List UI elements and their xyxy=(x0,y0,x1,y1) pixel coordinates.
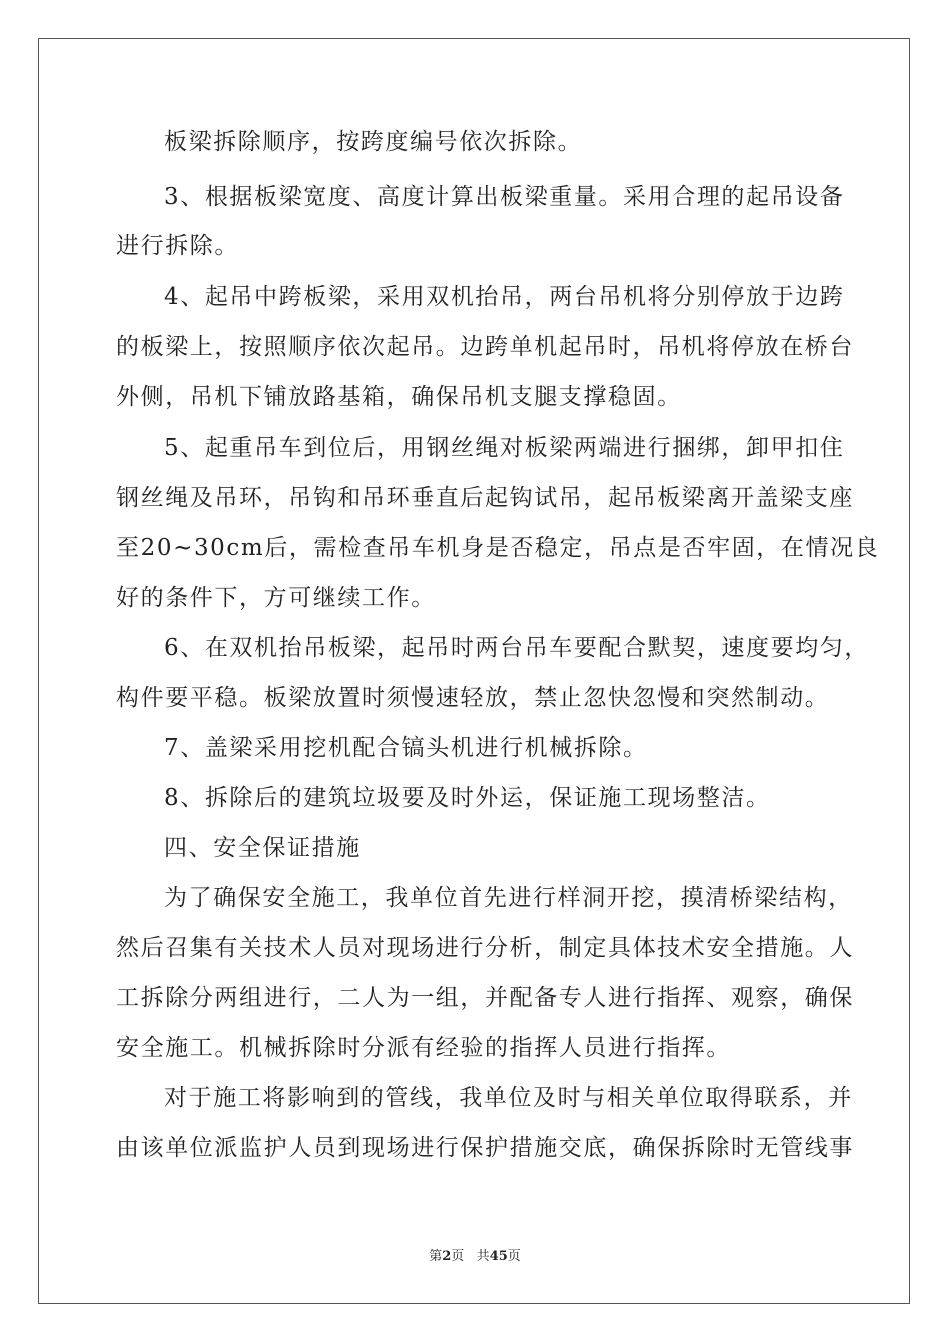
total-suffix: 页 xyxy=(507,1249,521,1264)
text-line: 然后召集有关技术人员对现场进行分析，制定具体技术安全措施。人 xyxy=(116,935,854,961)
page-prefix: 第 xyxy=(429,1249,443,1264)
text-line: 由该单位派监护人员到现场进行保护措施交底，确保拆除时无管线事 xyxy=(116,1135,854,1161)
text-line: 对于施工将影响到的管线，我单位及时与相关单位取得联系，并 xyxy=(164,1085,853,1111)
page-number: 2 xyxy=(442,1249,452,1264)
total-prefix: 共 xyxy=(476,1249,490,1264)
text-line: 安全施工。机械拆除时分派有经验的指挥人员进行指挥。 xyxy=(116,1035,731,1061)
total-pages: 45 xyxy=(489,1249,508,1264)
text-line: 钢丝绳及吊环，吊钩和吊环垂直后起钩试吊，起吊板梁离开盖梁支座 xyxy=(116,485,854,511)
text-line: 3、根据板梁宽度、高度计算出板梁重量。采用合理的起吊设备 xyxy=(164,184,845,210)
text-line: 为了确保安全施工，我单位首先进行样洞开挖，摸清桥梁结构， xyxy=(164,885,853,911)
text-line: 5、起重吊车到位后，用钢丝绳对板梁两端进行捆绑，卸甲扣住 xyxy=(164,435,845,461)
text-line: 7、盖梁采用挖机配合镐头机进行机械拆除。 xyxy=(164,735,648,761)
text-line: 板梁拆除顺序，按跨度编号依次拆除。 xyxy=(164,129,583,155)
text-line: 8、拆除后的建筑垃圾要及时外运，保证施工现场整洁。 xyxy=(164,785,771,811)
text-line: 至20~30cm后，需检查吊车机身是否稳定，吊点是否牢固，在情况良 xyxy=(116,535,880,561)
text-line: 外侧，吊机下铺放路基箱，确保吊机支腿支撑稳固。 xyxy=(116,384,682,410)
text-line: 工拆除分两组进行，二人为一组，并配备专人进行指挥、观察，确保 xyxy=(116,985,854,1011)
section-heading: 四、安全保证措施 xyxy=(164,835,361,861)
page-suffix: 页 xyxy=(451,1249,465,1264)
text-line: 4、起吊中跨板梁，采用双机抬吊，两台吊机将分别停放于边跨 xyxy=(164,284,845,310)
text-line: 的板梁上，按照顺序依次起吊。边跨单机起吊时，吊机将停放在桥台 xyxy=(116,334,854,360)
text-line: 好的条件下，方可继续工作。 xyxy=(116,585,436,611)
page-footer xyxy=(0,1245,950,1264)
text-line: 构件要平稳。板梁放置时须慢速轻放，禁止忽快忽慢和突然制动。 xyxy=(116,685,830,711)
text-line: 6、在双机抬吊板梁，起吊时两台吊车要配合默契，速度要均匀， xyxy=(164,635,870,661)
text-line: 进行拆除。 xyxy=(116,233,239,259)
page-border xyxy=(38,38,910,1304)
